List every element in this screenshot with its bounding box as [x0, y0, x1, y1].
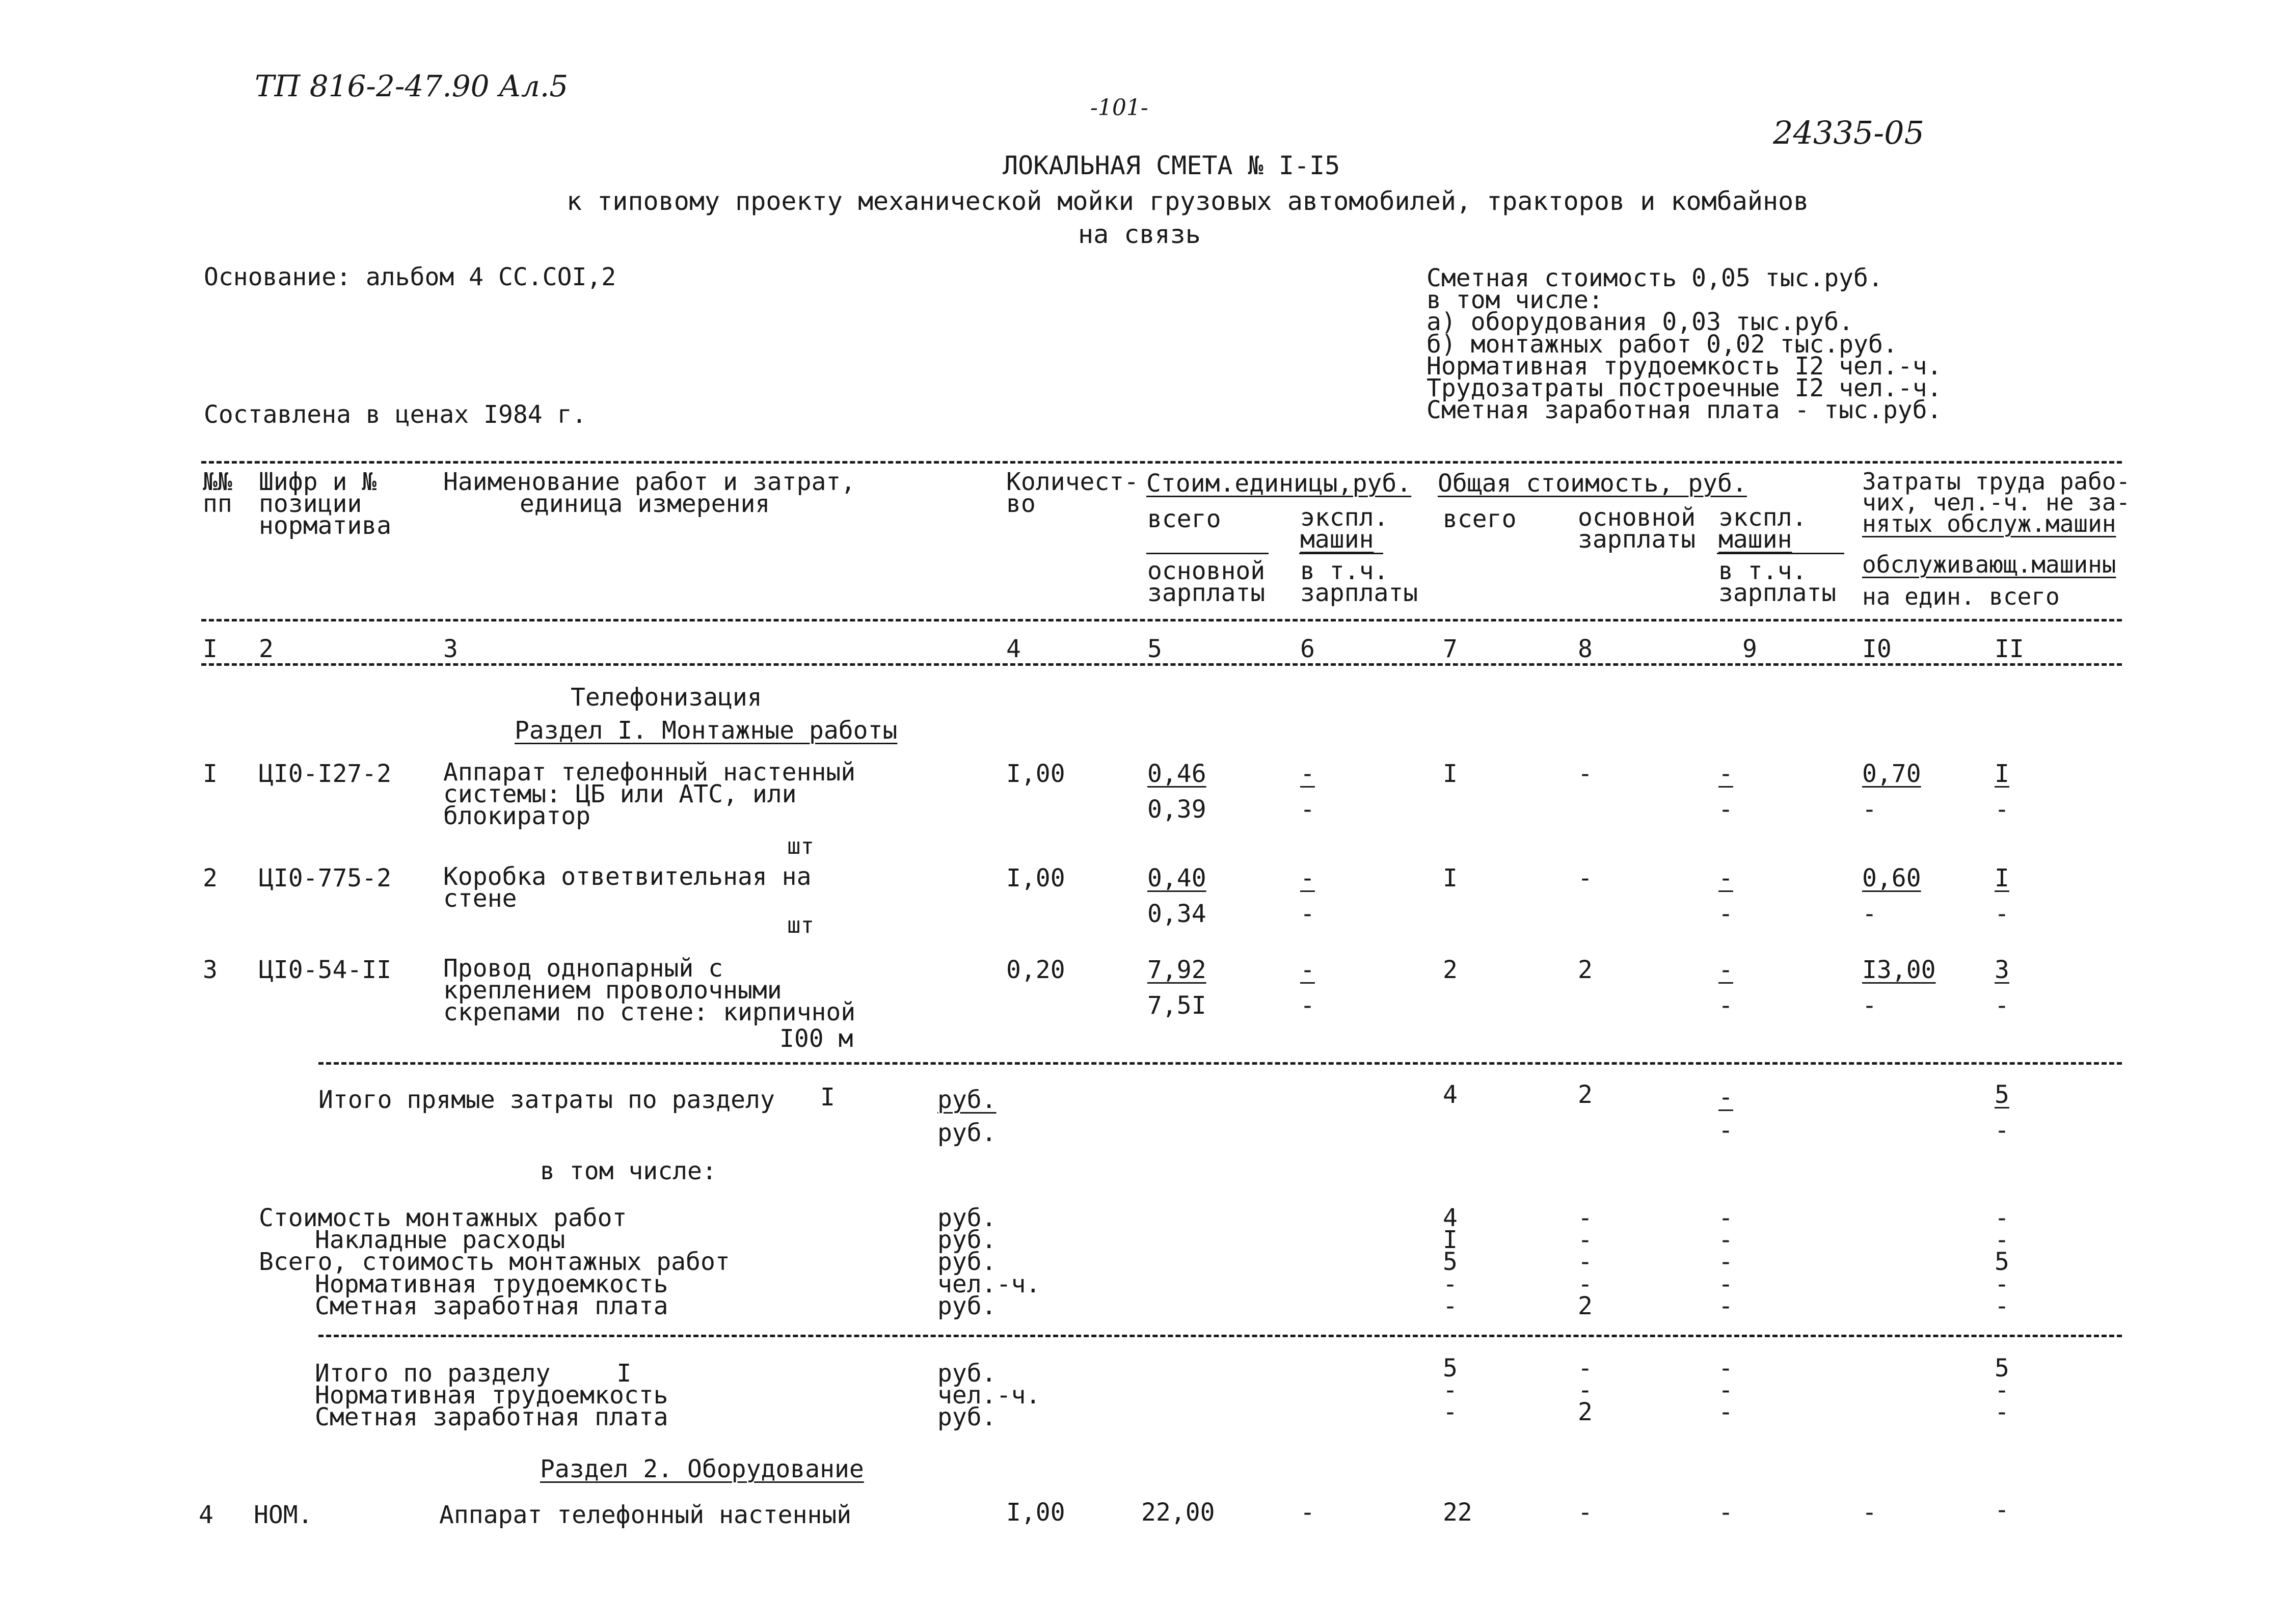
section-total-unit: чел.-ч.: [937, 1381, 1041, 1410]
section-total-unit: руб.: [937, 1403, 997, 1432]
direct-costs-unit: руб.: [937, 1086, 997, 1114]
breakdown-label: Всего, стоимость монтажных работ: [259, 1248, 730, 1277]
unit-total-header: всего: [1147, 505, 1221, 533]
header-text: чих, чел.-ч. не за-: [1862, 489, 2131, 517]
direct-costs-labor: 5: [1995, 1080, 2009, 1109]
row-unit: шт: [787, 833, 814, 859]
row-code: ЦI0-54-II: [259, 956, 392, 984]
summary-line: а) оборудования 0,03 тыс.руб.: [1427, 308, 1854, 337]
breakdown-label: Накладные расходы: [315, 1226, 566, 1255]
row-unit-mach-wage: -: [1300, 795, 1315, 824]
name-line: скрепами по стене: кирпичной: [443, 998, 856, 1027]
breakdown-label: Стоимость монтажных работ: [259, 1204, 627, 1232]
row-labor-unit-mach: -: [1862, 900, 1877, 928]
unit-mach-header: [1300, 503, 1389, 554]
breakdown-col8: [1578, 1204, 1593, 1320]
labor-mach-header: обслуживающ.машины: [1862, 551, 2116, 578]
breakdown-value: I: [1443, 1226, 1458, 1255]
breakdown-value: -: [1443, 1291, 1458, 1320]
col-number: 3: [443, 635, 458, 663]
row-name: [443, 758, 856, 831]
col-number: 4: [1006, 635, 1021, 663]
section-total-label: Нормативная трудоемкость: [315, 1381, 668, 1410]
row-unit-total: 7,92: [1147, 956, 1206, 984]
name-line: блокиратор: [443, 802, 590, 831]
total-total-header: всего: [1443, 505, 1517, 533]
header-text: норматива: [259, 511, 392, 540]
header-text: Шифр и №: [259, 468, 377, 496]
unit-cost-header: Стоим.единицы,руб.: [1146, 469, 1412, 498]
archive-number: 24335-05: [1773, 114, 1925, 151]
direct-costs-mach: -: [1718, 1083, 1733, 1112]
section-total-units: [937, 1359, 1041, 1432]
breakdown-value: -: [1718, 1248, 1733, 1277]
col2-header: [259, 468, 392, 540]
section-no: I: [616, 1359, 632, 1388]
total-cost-header: Общая стоимость, руб.: [1438, 469, 1747, 498]
breakdown-value: -: [1443, 1269, 1458, 1298]
col-number: I: [203, 635, 218, 663]
col-number: 8: [1578, 635, 1593, 663]
row-unit: шт: [787, 912, 814, 938]
row-total: 2: [1443, 956, 1458, 984]
direct-costs-mach-wage: -: [1718, 1116, 1733, 1145]
label-text: Итого по разделу: [315, 1359, 551, 1388]
cost-summary: [1427, 264, 1942, 425]
labor-unit-total-header: на един. всего: [1862, 583, 2060, 610]
section-total-value: -: [1578, 1354, 1593, 1383]
row-number: 3: [203, 956, 218, 984]
breakdown-value: -: [1995, 1269, 2009, 1298]
breakdown-value: -: [1718, 1291, 1733, 1320]
direct-costs-label: Итого прямые затраты по разделу: [318, 1086, 775, 1114]
breakdown-unit: руб.: [937, 1204, 997, 1232]
header-text: в т.ч.: [1300, 557, 1389, 585]
col-number: 6: [1300, 635, 1315, 663]
section-total-col11: [1995, 1354, 2009, 1427]
row-number: I: [203, 760, 218, 788]
row-total-mach-wage: -: [1718, 991, 1733, 1020]
header-text: экспл.: [1300, 503, 1389, 532]
prices-line: Составлена в ценах I984 г.: [204, 400, 587, 429]
row-total-mach: -: [1718, 1498, 1733, 1527]
unit-wage-header: [1147, 557, 1266, 608]
row-unit: I00 м: [779, 1024, 853, 1053]
row-total-mach-wage: -: [1718, 900, 1733, 928]
row-total: I: [1443, 760, 1458, 788]
header-text: Количест-: [1006, 468, 1139, 496]
row-code: ЦI0-775-2: [259, 864, 392, 892]
section-total-value: 2: [1578, 1398, 1593, 1427]
document-subtitle: к типовому проекту механической мойки грузовых автомобилей, тракторов и комбайнов: [567, 186, 1809, 216]
row-labor-total-mach: -: [1995, 795, 2009, 824]
header-text: нятых обслуж.машин: [1862, 509, 2116, 537]
row-unit-mach-wage: -: [1300, 900, 1315, 928]
row-unit-total: 0,40: [1147, 864, 1206, 892]
header-text: пп: [203, 490, 232, 519]
total-mach-header: [1718, 503, 1807, 554]
document-subtitle-2: на связь: [1078, 220, 1201, 249]
header-text: во: [1006, 490, 1036, 519]
breakdown-value: 2: [1578, 1291, 1593, 1320]
breakdown-value: 5: [1443, 1248, 1458, 1277]
row-labor-total: I: [1995, 864, 2009, 892]
row-total: I: [1443, 864, 1458, 892]
header-text: зарплаты: [1718, 579, 1837, 608]
section-total-value: -: [1718, 1398, 1733, 1427]
direct-costs-unit: руб.: [937, 1119, 997, 1147]
section-total-unit: руб.: [937, 1359, 997, 1388]
col3-header: [443, 468, 856, 519]
row-number: 4: [199, 1501, 213, 1529]
section-1-rule: [318, 1062, 2122, 1065]
row-total-mach: -: [1718, 864, 1733, 892]
section-total-value: -: [1718, 1376, 1733, 1405]
breakdown-value: -: [1578, 1204, 1593, 1232]
section-1-title: Раздел I. Монтажные работы: [515, 716, 898, 745]
section-total-value: -: [1443, 1398, 1458, 1427]
total-wage-header: [1578, 503, 1696, 554]
unit-divider: [1299, 553, 1383, 554]
col1-header: [203, 468, 232, 519]
row-name: [443, 954, 856, 1027]
summary-line: Нормативная трудоемкость I2 чел.-ч.: [1427, 351, 1942, 381]
summary-line: Сметная заработная плата - тыс.руб.: [1427, 396, 1942, 425]
section-total-value: 5: [1443, 1354, 1458, 1383]
row-qty: I,00: [1006, 864, 1065, 892]
breakdown-value: -: [1718, 1269, 1733, 1298]
section-total-value: -: [1995, 1376, 2009, 1405]
name-line: Провод однопарный с: [443, 954, 723, 983]
header-text: основной: [1147, 557, 1266, 585]
header-text: позиции: [259, 490, 362, 519]
section-total-col8: [1578, 1354, 1593, 1427]
col-number: 2: [259, 635, 274, 663]
col-number: 5: [1147, 635, 1162, 663]
row-name: [443, 862, 812, 913]
breakdown-label: Нормативная трудоемкость: [315, 1269, 668, 1298]
row-unit-mach: -: [1300, 1498, 1315, 1527]
breakdown-value: -: [1995, 1291, 2009, 1320]
header-text: машин: [1300, 525, 1374, 554]
breakdown-value: 4: [1443, 1204, 1458, 1232]
page-number: -101-: [1090, 95, 1148, 121]
breakdown-col7: [1443, 1204, 1458, 1320]
name-line: системы: ЦБ или АТС, или: [443, 780, 797, 809]
breakdown-unit: руб.: [937, 1291, 997, 1320]
col-number: II: [1995, 635, 2024, 663]
breakdown-unit: чел.-ч.: [937, 1269, 1041, 1298]
row-labor-total: I: [1995, 760, 2009, 788]
breakdown-labels: [259, 1204, 730, 1320]
section-total-value: -: [1443, 1376, 1458, 1405]
row-total-mach-wage: -: [1718, 795, 1733, 824]
unit-divider: [1146, 553, 1269, 554]
row-code: НОМ.: [254, 1501, 313, 1529]
section-group-title: Телефонизация: [571, 683, 762, 712]
row-unit-mach: -: [1300, 956, 1315, 984]
total-divider: [1717, 553, 1844, 554]
row-qty: I,00: [1006, 1498, 1065, 1527]
row-unit-wage: 0,39: [1147, 795, 1206, 824]
basis-line: Основание: альбом 4 СС.СОI,2: [204, 263, 616, 291]
header-text: в т.ч.: [1718, 557, 1807, 585]
section-total-col9: [1718, 1354, 1733, 1427]
document-code: ТП 816-2-47.90 Ал.5: [255, 69, 569, 103]
col-number: 7: [1443, 635, 1458, 663]
section-total-col7: [1443, 1354, 1458, 1427]
row-number: 2: [203, 864, 218, 892]
header-text: Затраты труда рабо-: [1862, 468, 2131, 495]
row-labor-unit: 0,60: [1862, 864, 1921, 892]
breakdown-value: -: [1995, 1204, 2009, 1232]
breakdown-unit: руб.: [937, 1226, 997, 1255]
row-labor-total: -: [1995, 1496, 2009, 1524]
summary-line: Сметная стоимость 0,05 тыс.руб.: [1427, 264, 1883, 292]
section-total-labels: [315, 1359, 668, 1432]
breakdown-col11: [1995, 1204, 2009, 1320]
document-title: ЛОКАЛЬНАЯ СМЕТА № I-I5: [1003, 151, 1340, 180]
header-text: основной: [1578, 503, 1696, 532]
direct-costs-wage: 2: [1578, 1080, 1593, 1109]
direct-costs-section: I: [820, 1083, 835, 1112]
col4-header: [1006, 468, 1139, 519]
header-text: зарплаты: [1578, 525, 1696, 554]
row-unit-wage: 0,34: [1147, 900, 1206, 928]
row-labor-unit-mach: -: [1862, 991, 1877, 1020]
row-total-wage: -: [1578, 760, 1593, 788]
row-labor-total-mach: -: [1995, 991, 2009, 1020]
header-text: №№: [203, 468, 232, 496]
breakdown-col9: [1718, 1204, 1733, 1320]
breakdown-units: [937, 1204, 1041, 1320]
row-qty: 0,20: [1006, 956, 1065, 984]
breakdown-value: -: [1578, 1269, 1593, 1298]
row-unit-mach-wage: -: [1300, 991, 1315, 1020]
breakdown-value: -: [1718, 1204, 1733, 1232]
header-text: зарплаты: [1147, 579, 1266, 608]
header-text: единица измерения: [520, 490, 770, 519]
row-labor-total-mach: -: [1995, 900, 2009, 928]
summary-line: в том числе:: [1427, 286, 1603, 315]
name-line: стене: [443, 884, 517, 913]
row-unit-wage: 7,5I: [1147, 991, 1206, 1020]
header-mid-rule: [201, 619, 2122, 621]
row-unit-total: 22,00: [1141, 1498, 1215, 1527]
header-text: экспл.: [1718, 503, 1807, 532]
breakdown-rule: [318, 1335, 2122, 1337]
summary-line: Трудозатраты построечные I2 чел.-ч.: [1427, 373, 1942, 402]
col-number: 9: [1742, 635, 1757, 663]
summary-line: б) монтажных работ 0,02 тыс.руб.: [1427, 330, 1898, 359]
section-2-title: Раздел 2. Оборудование: [540, 1455, 864, 1483]
row-total-wage: -: [1578, 864, 1593, 892]
name-line: креплением проволочными: [443, 976, 782, 1005]
header-text: машин: [1718, 525, 1792, 554]
row-total-mach: -: [1718, 760, 1733, 788]
row-unit-mach: -: [1300, 760, 1315, 788]
unit-wage-incl-header: [1300, 557, 1418, 608]
including-label: в том числе:: [540, 1157, 717, 1185]
section-total-value: 5: [1995, 1354, 2009, 1383]
name-line: Аппарат телефонный настенный: [443, 758, 856, 787]
col-number: I0: [1862, 635, 1892, 663]
row-total-mach: -: [1718, 956, 1733, 984]
col-number-rule: [201, 663, 2122, 666]
breakdown-value: -: [1578, 1248, 1593, 1277]
row-code: ЦI0-I27-2: [259, 760, 392, 788]
row-unit-total: 0,46: [1147, 760, 1206, 788]
row-labor-unit-mach: -: [1862, 795, 1877, 824]
row-name: Аппарат телефонный настенный: [439, 1501, 852, 1529]
row-labor-total: 3: [1995, 956, 2009, 984]
row-labor-unit: -: [1862, 1498, 1877, 1527]
direct-costs-labor-mach: -: [1995, 1116, 2009, 1145]
section-total-value: -: [1995, 1398, 2009, 1427]
row-total-wage: 2: [1578, 956, 1593, 984]
labor-header: [1862, 468, 2131, 537]
name-line: Коробка ответвительная на: [443, 862, 812, 891]
row-labor-unit: I3,00: [1862, 956, 1936, 984]
total-mach-incl-header: [1718, 557, 1837, 608]
row-qty: I,00: [1006, 760, 1065, 788]
header-top-rule: [201, 461, 2122, 464]
breakdown-value: -: [1578, 1226, 1593, 1255]
breakdown-value: 5: [1995, 1248, 2009, 1277]
section-total-value: -: [1578, 1376, 1593, 1405]
row-total-wage: -: [1578, 1498, 1593, 1527]
row-unit-mach: -: [1300, 864, 1315, 892]
row-labor-unit: 0,70: [1862, 760, 1921, 788]
breakdown-unit: руб.: [937, 1248, 997, 1277]
breakdown-label: Сметная заработная плата: [315, 1291, 668, 1320]
header-text: зарплаты: [1300, 579, 1418, 608]
section-total-value: -: [1718, 1354, 1733, 1383]
breakdown-value: -: [1995, 1226, 2009, 1255]
breakdown-value: -: [1718, 1226, 1733, 1255]
header-text: Наименование работ и затрат,: [443, 468, 856, 496]
direct-costs-total: 4: [1443, 1080, 1458, 1109]
section-total-label: Сметная заработная плата: [315, 1403, 668, 1432]
row-total: 22: [1443, 1498, 1472, 1527]
